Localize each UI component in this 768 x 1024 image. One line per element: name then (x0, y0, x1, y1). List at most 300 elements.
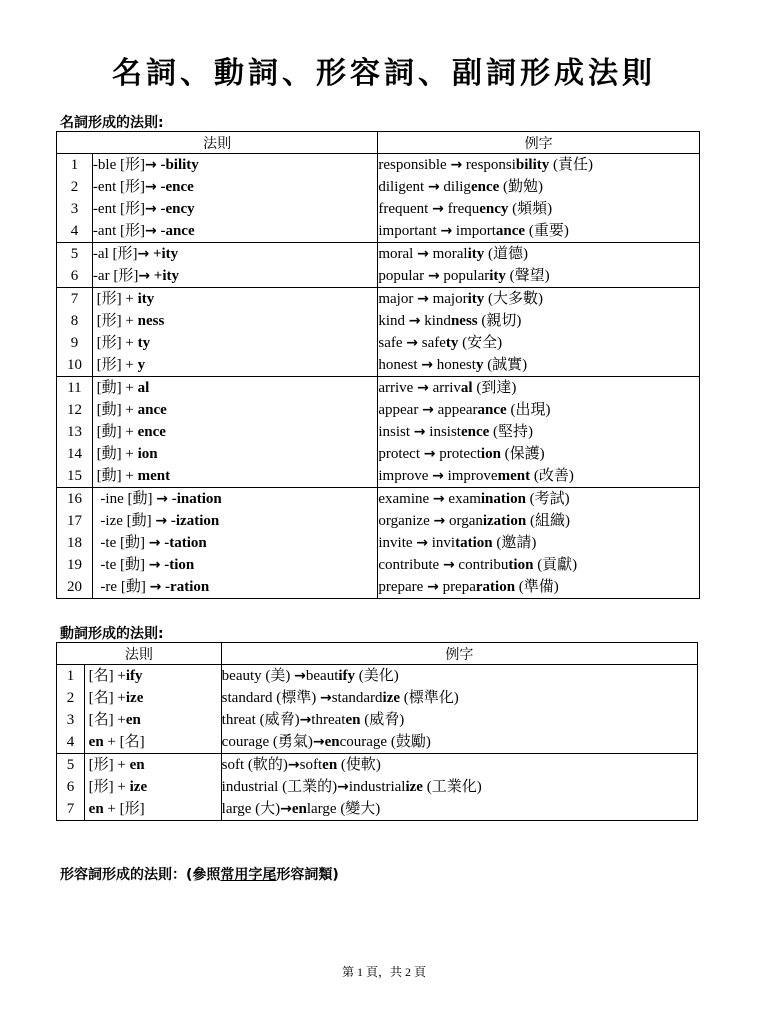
example-stem: industrial (348, 779, 406, 795)
example-meaning: (貢獻) (533, 557, 578, 573)
example-meaning: (大多數) (484, 291, 544, 307)
example-cell (378, 488, 700, 599)
arrow-icon: → (421, 357, 434, 373)
rule-base: [名] + (84, 690, 126, 706)
example-suffix: ration (475, 579, 516, 595)
page-footer: 第 1 頁，共 2 頁 (341, 965, 426, 979)
rule-cell (92, 377, 377, 488)
example-meaning: (美化) (355, 668, 399, 684)
rule-group-row (57, 665, 698, 754)
rule-text (93, 576, 377, 598)
example-stem: major (428, 291, 468, 307)
example-meaning: (到達) (472, 380, 517, 396)
example-meaning: (勤勉) (499, 179, 544, 195)
row-number: 1 (66, 668, 75, 684)
row-number: 4 (70, 223, 79, 239)
example-stem: frequ (443, 201, 480, 217)
rule-base: [形] + (92, 313, 138, 329)
example-stem: threat (311, 712, 346, 728)
example-stem: standard (331, 690, 383, 706)
arrow-icon: → (417, 291, 429, 307)
verb-rules-table (56, 642, 698, 821)
row-number: 4 (66, 734, 75, 750)
rule-base: [動] + (92, 402, 138, 418)
rule-suffix: +ity (150, 268, 180, 284)
row-number: 20 (66, 579, 82, 595)
example-source: major (378, 291, 418, 307)
example-source: arrive (378, 380, 418, 396)
example-stem: arriv (428, 380, 461, 396)
example-meaning: (出現) (506, 402, 551, 418)
arrow-icon: → (422, 402, 434, 418)
example-text (378, 288, 699, 310)
arrow-icon: → (432, 491, 445, 507)
example-suffix: ence (470, 179, 500, 195)
arrow-icon: → (417, 246, 429, 262)
example-text (222, 731, 697, 753)
example-source: insist (378, 424, 414, 440)
rule-text (85, 665, 221, 687)
arrow-icon: → (144, 157, 157, 173)
example-suffix: ance (495, 223, 526, 239)
example-suffix: ion (480, 446, 501, 462)
rule-cell (84, 665, 221, 754)
rule-suffix: -ence (156, 179, 194, 195)
example-source: moral (378, 246, 418, 262)
arrow-icon: → (138, 268, 151, 284)
example-text (378, 176, 699, 198)
example-suffix: y (475, 357, 484, 373)
rule-base: [動] + (92, 380, 138, 396)
row-number: 5 (70, 246, 79, 262)
row-number: 3 (66, 712, 75, 728)
row-number: 19 (66, 557, 82, 573)
example-meaning: (親切) (477, 313, 522, 329)
example-stem: honest (433, 357, 476, 373)
example-text (378, 576, 699, 598)
example-source: soft (軟的) (221, 757, 288, 773)
example-suffix: en (345, 712, 361, 728)
rule-suffix: en (129, 757, 145, 773)
row-number: 15 (66, 468, 82, 484)
example-text (378, 443, 699, 465)
rule-text (93, 310, 377, 332)
example-text (222, 665, 697, 687)
example-stem: soft (299, 757, 323, 773)
example-source: frequent (378, 201, 433, 217)
rule-base: [形] + (84, 779, 130, 795)
rule-text (93, 220, 377, 242)
row-number: 16 (66, 491, 82, 507)
example-suffix: ment (497, 468, 531, 484)
example-source: threat (威脅) (221, 712, 300, 728)
arrow-icon: → (294, 668, 306, 684)
arrow-icon: → (299, 712, 312, 728)
adjective-heading-suffix: 形容詞類) (276, 867, 339, 883)
arrow-icon: → (280, 801, 292, 817)
example-text (378, 510, 699, 532)
example-stem: organ (445, 513, 483, 529)
noun-rules-heading: 名詞形成的法則: (60, 115, 164, 131)
example-text (378, 220, 699, 242)
verb-rules-heading: 動詞形成的法則: (60, 626, 164, 642)
example-source: kind (378, 313, 409, 329)
example-text (378, 532, 699, 554)
arrow-icon: → (417, 380, 429, 396)
rule-suffix: ize (125, 690, 144, 706)
example-suffix: ify (338, 668, 356, 684)
rule-base: [形] + (92, 291, 138, 307)
page-title: 名詞、動詞、形容詞、副詞形成法則 (112, 56, 656, 91)
example-stem: moral (428, 246, 468, 262)
row-number: 11 (67, 380, 82, 396)
rule-base: -ize [動] (92, 513, 156, 529)
example-suffix: en (322, 757, 338, 773)
example-meaning: (標準化) (400, 690, 459, 706)
rule-suffix: ty (137, 335, 151, 351)
example-source: standard (標準) (221, 690, 320, 706)
example-suffix: ination (480, 491, 526, 507)
example-suffix: ency (479, 201, 509, 217)
row-number: 9 (70, 335, 79, 351)
example-meaning: (誠實) (483, 357, 528, 373)
row-number: 13 (66, 424, 82, 440)
arrow-icon: → (149, 579, 162, 595)
rule-suffix: ness (137, 313, 165, 329)
rule-suffix: -ency (156, 201, 195, 217)
arrow-icon: → (427, 579, 439, 595)
example-meaning: large (變大) (306, 801, 381, 817)
rule-text (93, 332, 377, 354)
rule-text (93, 465, 377, 487)
rule-base: -te [動] (92, 557, 149, 573)
rule-text (85, 731, 221, 753)
rule-text (85, 776, 221, 798)
example-text (378, 154, 699, 176)
arrow-icon: → (155, 513, 168, 529)
row-number: 12 (66, 402, 82, 418)
column-header-rule: 法則 (57, 132, 378, 154)
rule-text (85, 687, 221, 709)
row-number: 5 (66, 757, 75, 773)
row-numbers (57, 488, 93, 599)
column-header-example: 例字 (378, 132, 700, 154)
rule-base: [動] + (92, 446, 138, 462)
example-source: important (378, 223, 441, 239)
arrow-icon: → (450, 157, 463, 173)
example-text (378, 310, 699, 332)
example-source: contribute (378, 557, 443, 573)
row-number: 14 (66, 446, 82, 462)
arrow-icon: → (432, 468, 444, 484)
example-meaning: (堅持) (489, 424, 534, 440)
example-suffix: tion (508, 557, 534, 573)
rule-group-row (57, 488, 700, 599)
example-source: industrial (工業的) (221, 779, 338, 795)
arrow-icon: → (413, 424, 426, 440)
example-text (222, 754, 697, 776)
example-suffix: ty (445, 335, 459, 351)
rule-base: -ent [形] (92, 179, 145, 195)
arrow-icon: → (416, 535, 429, 551)
row-number: 6 (70, 268, 79, 284)
rule-cell (92, 154, 377, 243)
example-text (378, 421, 699, 443)
arrow-icon: → (427, 268, 440, 284)
row-numbers (57, 377, 93, 488)
row-number: 6 (66, 779, 75, 795)
rule-text (93, 243, 377, 265)
example-text (378, 265, 699, 287)
example-text (378, 198, 699, 220)
example-meaning: (邀請) (492, 535, 537, 551)
example-text (378, 377, 699, 399)
row-numbers (57, 154, 93, 243)
example-stem: prepa (438, 579, 476, 595)
rule-suffix: y (137, 357, 146, 373)
rule-group-row (57, 377, 700, 488)
example-source: responsible (378, 157, 451, 173)
example-suffix: ity (467, 246, 485, 262)
rule-group-row (57, 288, 700, 377)
example-stem: protect (435, 446, 481, 462)
rule-base: [形] + (92, 335, 138, 351)
rule-text (93, 377, 377, 399)
arrow-icon: → (427, 179, 440, 195)
example-text (378, 488, 699, 510)
example-text (222, 709, 697, 731)
arrow-icon: → (406, 335, 418, 351)
example-text (378, 354, 699, 376)
rule-suffix: -ination (167, 491, 222, 507)
example-text (378, 554, 699, 576)
rule-text (93, 154, 377, 176)
example-meaning: courage (鼓勵) (339, 734, 431, 750)
example-meaning: (工業化) (422, 779, 482, 795)
rule-base: -re [動] (92, 579, 150, 595)
example-meaning: (道德) (484, 246, 529, 262)
rule-base: -ar [形] (92, 268, 139, 284)
rule-suffix: +ity (149, 246, 179, 262)
example-stem: dilig (439, 179, 471, 195)
row-number: 2 (66, 690, 75, 706)
example-suffix: ization (482, 513, 527, 529)
row-number: 7 (70, 291, 79, 307)
rule-base: -ent [形] (92, 201, 145, 217)
example-cell (221, 754, 697, 821)
example-source: protect (378, 446, 424, 462)
rule-suffix: ize (129, 779, 148, 795)
arrow-icon: → (337, 779, 349, 795)
example-stem: improve (443, 468, 498, 484)
rule-group-row (57, 154, 700, 243)
example-cell (221, 665, 697, 754)
example-source: improve (378, 468, 433, 484)
rule-cell (92, 288, 377, 377)
example-stem: contribu (454, 557, 509, 573)
example-suffix: ity (489, 268, 506, 284)
example-suffix: tation (455, 535, 493, 551)
rule-suffix: -ance (156, 223, 195, 239)
example-source: safe (378, 335, 407, 351)
rule-base: -ine [動] (92, 491, 157, 507)
arrow-icon: → (148, 557, 161, 573)
example-meaning: (頻頻) (508, 201, 553, 217)
row-number: 8 (70, 313, 79, 329)
example-meaning: (聲望) (505, 268, 550, 284)
example-suffix: ize (405, 779, 423, 795)
row-number: 3 (70, 201, 79, 217)
rule-suffix: ment (137, 468, 171, 484)
example-text (378, 399, 699, 421)
example-meaning: (保護) (500, 446, 545, 462)
example-suffix: en (324, 734, 340, 750)
arrow-icon: → (432, 201, 444, 217)
column-header-example: 例字 (221, 643, 697, 665)
row-numbers (57, 754, 85, 821)
arrow-icon: → (148, 535, 161, 551)
rule-text (85, 798, 221, 820)
example-cell (378, 154, 700, 243)
row-number: 1 (70, 157, 79, 173)
rule-tail: + [形] (103, 801, 145, 817)
arrow-icon: → (312, 734, 325, 750)
example-stem: exam (444, 491, 481, 507)
rule-suffix: al (137, 380, 150, 396)
row-numbers (57, 665, 85, 754)
rule-base: [形] + (84, 757, 130, 773)
example-stem: popular (439, 268, 490, 284)
example-text (222, 798, 697, 820)
arrow-icon: → (423, 446, 436, 462)
rule-text (93, 198, 377, 220)
rule-text (93, 554, 377, 576)
rule-text (93, 354, 377, 376)
arrow-icon: → (442, 557, 455, 573)
rule-text (93, 421, 377, 443)
row-numbers (57, 288, 93, 377)
arrow-icon: → (144, 179, 157, 195)
rule-suffix: ity (137, 291, 155, 307)
rule-cell (84, 754, 221, 821)
rule-suffix: -ration (161, 579, 210, 595)
arrow-icon: → (433, 513, 446, 529)
adjective-rules-heading (60, 864, 339, 884)
example-meaning: (準備) (515, 579, 559, 595)
rule-group-row (57, 243, 700, 288)
example-suffix: ity (467, 291, 485, 307)
arrow-icon: → (408, 313, 421, 329)
example-cell (378, 377, 700, 488)
example-stem: insist (425, 424, 461, 440)
example-cell (378, 288, 700, 377)
rule-base: -ant [形] (92, 223, 145, 239)
column-header-rule: 法則 (57, 643, 222, 665)
example-source: examine (378, 491, 433, 507)
example-source: appear (378, 402, 423, 418)
example-text (378, 465, 699, 487)
example-suffix: bility (515, 157, 550, 173)
example-meaning: (使軟) (337, 757, 381, 773)
example-source: prepare (378, 579, 428, 595)
rule-tail: + [名] (103, 734, 145, 750)
adjective-heading-prefix: 形容詞形成的法則：(參照 (60, 867, 221, 883)
rule-suffix: ance (137, 402, 167, 418)
rule-base: -te [動] (92, 535, 149, 551)
rule-text (93, 399, 377, 421)
example-meaning: (威脅) (360, 712, 405, 728)
example-stem: safe (418, 335, 446, 351)
rule-suffix: -ization (167, 513, 220, 529)
example-suffix: ize (382, 690, 401, 706)
arrow-icon: → (319, 690, 332, 706)
rule-base: [名] + (84, 712, 126, 728)
example-text (378, 243, 699, 265)
example-stem: beaut (305, 668, 339, 684)
example-suffix: ence (460, 424, 490, 440)
row-number: 18 (66, 535, 82, 551)
example-source: popular (378, 268, 428, 284)
row-number: 10 (66, 357, 82, 373)
example-meaning: (責任) (549, 157, 594, 173)
example-source: invite (378, 535, 417, 551)
rule-text (85, 709, 221, 731)
noun-rules-table (56, 131, 700, 599)
row-number: 7 (66, 801, 75, 817)
rule-base: [形] + (92, 357, 138, 373)
rule-suffix: ence (137, 424, 166, 440)
example-source: organize (378, 513, 434, 529)
row-number: 2 (70, 179, 79, 195)
example-text (378, 332, 699, 354)
example-meaning: (重要) (525, 223, 569, 239)
example-source: beauty (美) (221, 668, 295, 684)
example-cell (378, 243, 700, 288)
example-stem: responsi (462, 157, 516, 173)
example-text (222, 776, 697, 798)
rule-text (93, 488, 377, 510)
rule-base: [動] + (92, 468, 138, 484)
example-stem: invi (428, 535, 456, 551)
example-suffix: al (460, 380, 473, 396)
rule-text (85, 754, 221, 776)
rule-base: -ble [形] (92, 157, 145, 173)
rule-suffix: -bility (156, 157, 199, 173)
arrow-icon: → (287, 757, 300, 773)
example-suffix: ance (477, 402, 507, 418)
rule-cell (92, 488, 377, 599)
rule-suffix: ion (137, 446, 158, 462)
rule-suffix: ify (125, 668, 143, 684)
rule-suffix: -tion (160, 557, 195, 573)
example-suffix: en (291, 801, 307, 817)
rule-cell (92, 243, 377, 288)
rule-suffix: en (125, 712, 141, 728)
common-suffix-link[interactable]: 常用字尾 (220, 867, 277, 883)
arrow-icon: → (144, 201, 157, 217)
rule-text (93, 265, 377, 287)
rule-base: [名] + (84, 668, 126, 684)
example-source: honest (378, 357, 422, 373)
example-source: diligent (378, 179, 428, 195)
example-stem: appear (433, 402, 478, 418)
rule-text (93, 510, 377, 532)
example-source: courage (勇氣) (221, 734, 313, 750)
row-numbers (57, 243, 93, 288)
arrow-icon: → (137, 246, 150, 262)
example-meaning: (組織) (526, 513, 570, 529)
example-source: large (大) (221, 801, 281, 817)
